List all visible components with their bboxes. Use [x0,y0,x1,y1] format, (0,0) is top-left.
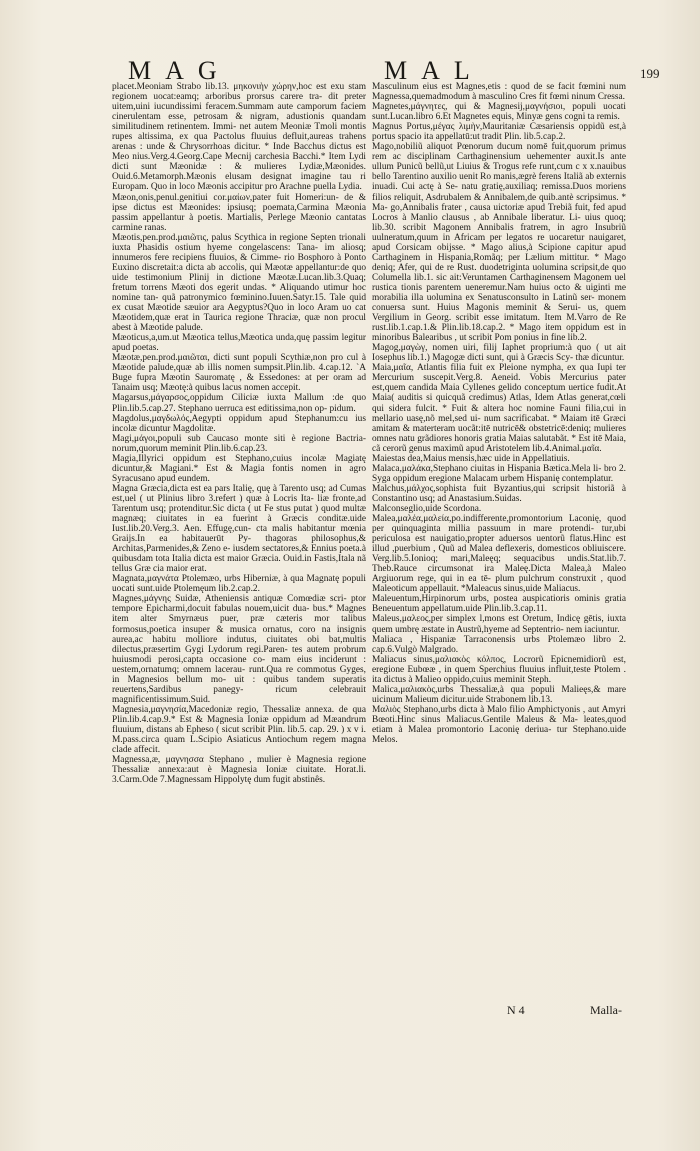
catchword: Malla- [590,1003,622,1017]
entry-text: Malaca,μαλάκα,Stephano ciuitas in Hispania Bætica.Mela li- bro 2. Syga oppidum eregione Malacam urbem Hispanię contemplatur. [372,463,626,484]
entry-text: Maleus,μαλεος,per simplex l,mons est Oretum, Indicę gētis, iuxta quem umbrę æstate in Austrũ,hyeme ad Septentrio- nem iaciuntur. [372,614,626,635]
entry-text: Maliacus sinus,μαλιακὸς κόλπος, Locrorũ Epicnemidiorũ est, eregione Eubœæ , in quem Sperchius fluuius influit,teste Ptolem . ita dictus à Malieo oppido,cuius meminit Steph. [372,654,626,685]
entry-text: Magia,Illyrici oppidum est Stephano,cuius incolæ Magiatę dicuntur,& Magiani.* Est & Magia fontis nomen in agro Syracusano apud eundem. [112,453,366,484]
entry-text: Magi,μάγοι,populi sub Caucaso monte siti è regione Bactria- norum,quorum meminit Plin.lib.6.cap.23. [112,433,366,454]
entry-text: Magnessa,æ, μαγνησσα Stephano , mulier è Magnesia regione Thessaliæ annexa:aut è Magnesia Ioniæ ciuitate. Horat.li. 3.Carm.Ode 7.Magnessam Hippolytę dum fugit abstinês. [112,755,366,786]
entry-text: Maia,μαῖα, Atlantis filia fuit ex Pleione nympha, ex qua Iupi ter Mercurium suscepit.Verg.8. Aeneid. Vobis Mercurius pater est,quem candida Maia Cyllenes gelido conceptum uertice fudit.At Maia( auditis si quicquã credimus) Atlas, Idem Atlas generat,cœli qui sidera fulcit. * Fuit & altera hoc nomine Fauni filia,cui in mellario uasę,nõ mel,sed ui- num sacrificabat. * Maiam itē Græci amitam & materteram uocãt:itē nutricē& obstetricē:deniq; mulieres omnes natu grãdiores honoris gratia Maias salutabãt. * Est itē Maia, cã cerorũ genus maximũ apud Aristotelem lib.4.Animal.μαῖα. [372,363,626,454]
signature-mark: N 4 [507,1003,525,1017]
entry-text: Mæoticus,a,um.ut Mæotica tellus,Mæotica unda,quę passim legitur apud poetas. [112,333,366,354]
entry-text: Maliaca , Hispaniæ Tarraconensis urbs Ptolemæo libro 2. cap.6.Vulgò Malgrado. [372,634,626,655]
entry-text: Mago,nobiliũ aliquot Pœnorum ducum nomē fuit,quorum primus rem ac disciplinam Carthaginensium uehementer auxit.Is ante ullum Punicũ bellũ,ut Liuius & Trogus refe runt,cum c x x.nauibus bello Tarentino auxilio uenit Ro manis,ægrè ferens Italiã ab externis inuadi. Cui actę à Se- natu gratię,auxiliaq; remissa.Duos moriens filios reliquit, Asdrubalem & Annibalem,de quib.antè scripsimus. * Ma- go,Annibalis frater , causa uictoriæ apud Trebiã fuit, fed apud Locros à Manlio clausus , ab Annibale liberatur. Li- uius quoq; lib.30. scribit Magonem Annibalis fratrem, in agro Insubriũ uulneratum,quum in Africam per legatos re uocaretur nauigaret, apud Corsicam obijsse. * Mago alius,à Scipione capitur apud Carthaginem in Hispania,Romãq; per Lælium mittitur. * Mago deniq; Afer, qui de re Rust. duodetriginta uolumina scripsit,de quo Columella lib.1. sic ait:Veruntamen Carthaginensem Magonem uel rustica tionis parentem ueneremur.Nam huius octo & uiginti me morabilia illa uolumina ex Senatusconsulto in Latinũ ser- monem conuersa sunt. Huius Magonis meminit & Serui- us, quem Vergilium in Georg. scribit esse imitatum. Item M.Varro de Re rust.lib.1.cap.1.& Plin.lib.18.cap.2. * Mago item oppidum est in minoribus Balearibus , ut scribit Pom ponius in fine lib.2. [372,142,626,344]
entry-text: Mæotis,pen.prod.μαιῶτις, palus Scythica in regione Septen trionali iuxta Phasidis ostium hyeme congelascens: Tana- im aliosq; innumeros fere recipiens fluuios, & Cimme- rio Bosphoro à Ponto Euxino discretait:a dicta ab accolis, qui Mæotæ appellantur:de quo uide testimonium Plinij in dictione Mæotæ.Lucan.lib.3.Quaq; fretum torrens Mæoti dos egerit undas. * Aliquando utimur hoc nomine tan- quã patronymico fœminino.Iuuen.Satyr.15. Tale quid ex cusat Mæotide sæuior ara Aegyptus?Quo in loco Aram uo cat Mæotidem,quæ erat in Taurica regione Thraciæ, quæ non procul abest à Mæotide palude. [112,232,366,334]
entry-text: Magdolus,μαγδωλός,Aegypti oppidum apud Stephanum:cu ius incolæ dicuntur Magdolitæ. [112,413,366,434]
entry-text: Mæon,onis,penul.genitiui cor.μαίων,pater fuit Homeri:un- de & ipse dictus est Mæonides: ipsiusq; poemata,Carmina Mæonia passim appellantur à poetis. Martialis, Perlege Mæonio cantatas carmine ranas. [112,192,366,233]
entry-text: Mæotæ,pen.prod.μαιῶται, dicti sunt populi Scythiæ,non pro cul à Mæotide palude,quæ ab illis nomen sumpsit.Plin.lib. 4.cap.12. `A Buge fupra Mæotin Sauromatę , & Essedones: at per oram ad Tanaim usq; Mæotę:à quibus lacus nomen accepit. [112,353,366,394]
entry-text: Maleuentum,Hirpinorum urbs, postea auspicatioris ominis gratia Beneuentum appellatum.uide Plin.lib.3.cap.11. [372,594,626,615]
entry-text: Magnus Portus,μέγας λιμὴν,Mauritaniæ Cæsariensis oppidũ est,à portus spacio ita appellatū:ut tradit Plin. lib.5.cap.2. [372,122,626,143]
entry-text: Magnetes,μάγνητες, qui & Magnesij,μαγνήσιοι, populi uocati sunt.Lucan.libro 6.Et Magnetes equis, Minyæ gens cogni ta remis. [372,102,626,123]
entry-text: Magog,μαγὼγ, nomen uiri, filij Iaphet proprium:à quo ( ut ait Iosephus lib.1.) Magogæ dicti sunt, qui à Græcis Scy- thæ dicuntur. [372,343,626,364]
left-column [112,82,366,1082]
entry-text: Malica,μαλιακὸς,urbs Thessaliæ,à qua populi Malieęs,& mare uicinum Malieum dicitur.uide Strabonem lib.13. [372,684,626,705]
running-head-left: MAG [128,56,231,85]
right-column [372,82,626,1082]
running-head-right: MAL [384,56,484,85]
entry-text: placet.Meoniam Strabo lib.13. μηκονιὴν χώρην,hoc est exu stam regionem uocat:eamq; arboribus prorsus carere tra- dit preter uitem,uini iucundissimi feracem.Summam aute camporum faciem cinerulentam esse, petrosam & nigram, adustionis quandam similitudinem retinentem. Immi- net autem Meoniæ Tmoli montis rupes altissima, ex qua Pactolus fluuius defluit,aureas trahens arenas : unde & Chrysorrhoas dicitur. * Inde Bacchus dictus est Meo nius.Verg.4.Georg.Cape Mecnij carchesia Bacchi.* Item Lydi dicti sunt Mæonidæ : & mulieres Lydiæ,Mæonides. Ouid.6.Metamorph.Mæonis elusam designat imagine tau ri Europam. Quo in loco Mæonis accipitur pro Arachne puella Lydia. [112,82,366,193]
entry-text: Maiestas dea,Maius mensis,hæc uide in Appellatiuis. [372,453,570,464]
entry-text: Μαλιὸς Stephano,urbs dicta à Malo filio Amphictyonis , aut Amyri Bœoti.Hinc sinus Maliacus.Gentile Maleus & Ma- leates,quod etiam à Malea promontorio Laconię deriua- tur Stephano.uide Melos. [372,704,626,746]
entry-text: Magarsus,μάγαρσος,oppidum Ciliciæ iuxta Mallum :de quo Plin.lib.5.cap.27. Stephano uerruca est editissima,non op- pidum. [112,393,366,414]
entry-text: Magnata,μαγνάτα Ptolemæo, urbs Hiberniæ, à qua Magnatę populi uocati sunt.uide Ptolemęum lib.2.cap.2. [112,574,366,595]
entry-text: Malconseglio,uide Scordona. [372,503,482,514]
entry-text: Magnes,μάγνης Suidæ, Atheniensis antiquæ Comœdiæ scri- ptor tempore Epicharmi,docuit fabulas nouem,uicit dua- bus.* Magnes item alter Smyrnæus puer, præ cæteris mor talibus formosus,poetica insuper & musica ornatus, coro na insignis aurea,ac habitu molliore indutus, ciuitates obi bat,multis dilectus,præsertim Gygi Lydorum regi.Paren- tes autem probrum huiusmodi perosi,capta occasione co- mam eius inciderunt : uestem,ornatumq; omnem lacerau- runt.Qua re commotus Gyges, in Magnesios bellum mo- uit : quibus tandem superatis reuertens,Sardibus panegy- ricum celebrauit magnificentissimum.Suid. [112,594,366,705]
entry-text: Malea,μαλέα,μαλεία,po.indifferente,promontorium Laconię, quod per quinquaginta millia passuum in mare protendi- tur,ubi periculosa est nauigatio,propter aduersos uentorũ flatus.Hinc est illud ,puerbium , Quũ ad Malea deflexeris, domesticos obliuiscere. Verg.lib.5.Ionioq; mari,Maleęq; sequacibus undis.Stat.lib.7. Theb.Rauce circumsonat ira Maleę.Dicta Malea,à Maleo Argiuorum rege, qui in ea tē- plum pulchrum construxit , quod Maleoticum appellauit. *Maleacus sinus,uide Maliacus. [372,514,626,595]
page-number: 199 [640,66,660,81]
entry-text: Malchus,μάλχος,sophista fuit Byzantius,qui scripsit historiã à Constantino usq; ad Anastasium.Suidas. [372,483,626,504]
entry-text: Magna Græcia,dicta est ea pars Italię, quę à Tarento usq; ad Cumas est,uel ( ut Plinius libro 3.refert ) quæ à Locris Ita- liæ fronte,ad Tarentum usq; protenditur.Sic dicta ( ut Fe stus putat ) quod multæ magnæq; ciuitates in ea fuerint à Græcis conditæ.uide Iust.lib.20.Verg.3. Aen. Effugę,cun- cta malis habitantur mœnia Graijs.In ea habitauerūt Py- thagoras philosophus,& Architas,Parmenides,& Zeno e- iusdem sectatores,& Ennius poeta.à quibusdam tota Italia dicta est maior Græcia. Ouid.in Fastis,Itala nã tellus Græ cia maior erat. [112,483,366,575]
entry-text: Masculinum eius est Magnes,etis : quod de se facit fœmini num Magnessa,quemadmodum à masculino Cres fit fœmi ninum Cressa. [372,82,626,103]
page-footer [0,1003,700,1017]
entry-text: Magnesia,μαγνησία,Macedoniæ regio, Thessaliæ annexa. de qua Plin.lib.4.cap.9.* Est & Magnesia Ioniæ oppidum ad Mæandrum fluuium, distans ab Epheso ( sicut scribit Plin. lib.5. cap. 29. ) x v i. M.pass.circa quam L.Scipio Asiaticus Antiochum regem magna clade affecit. [112,704,366,756]
